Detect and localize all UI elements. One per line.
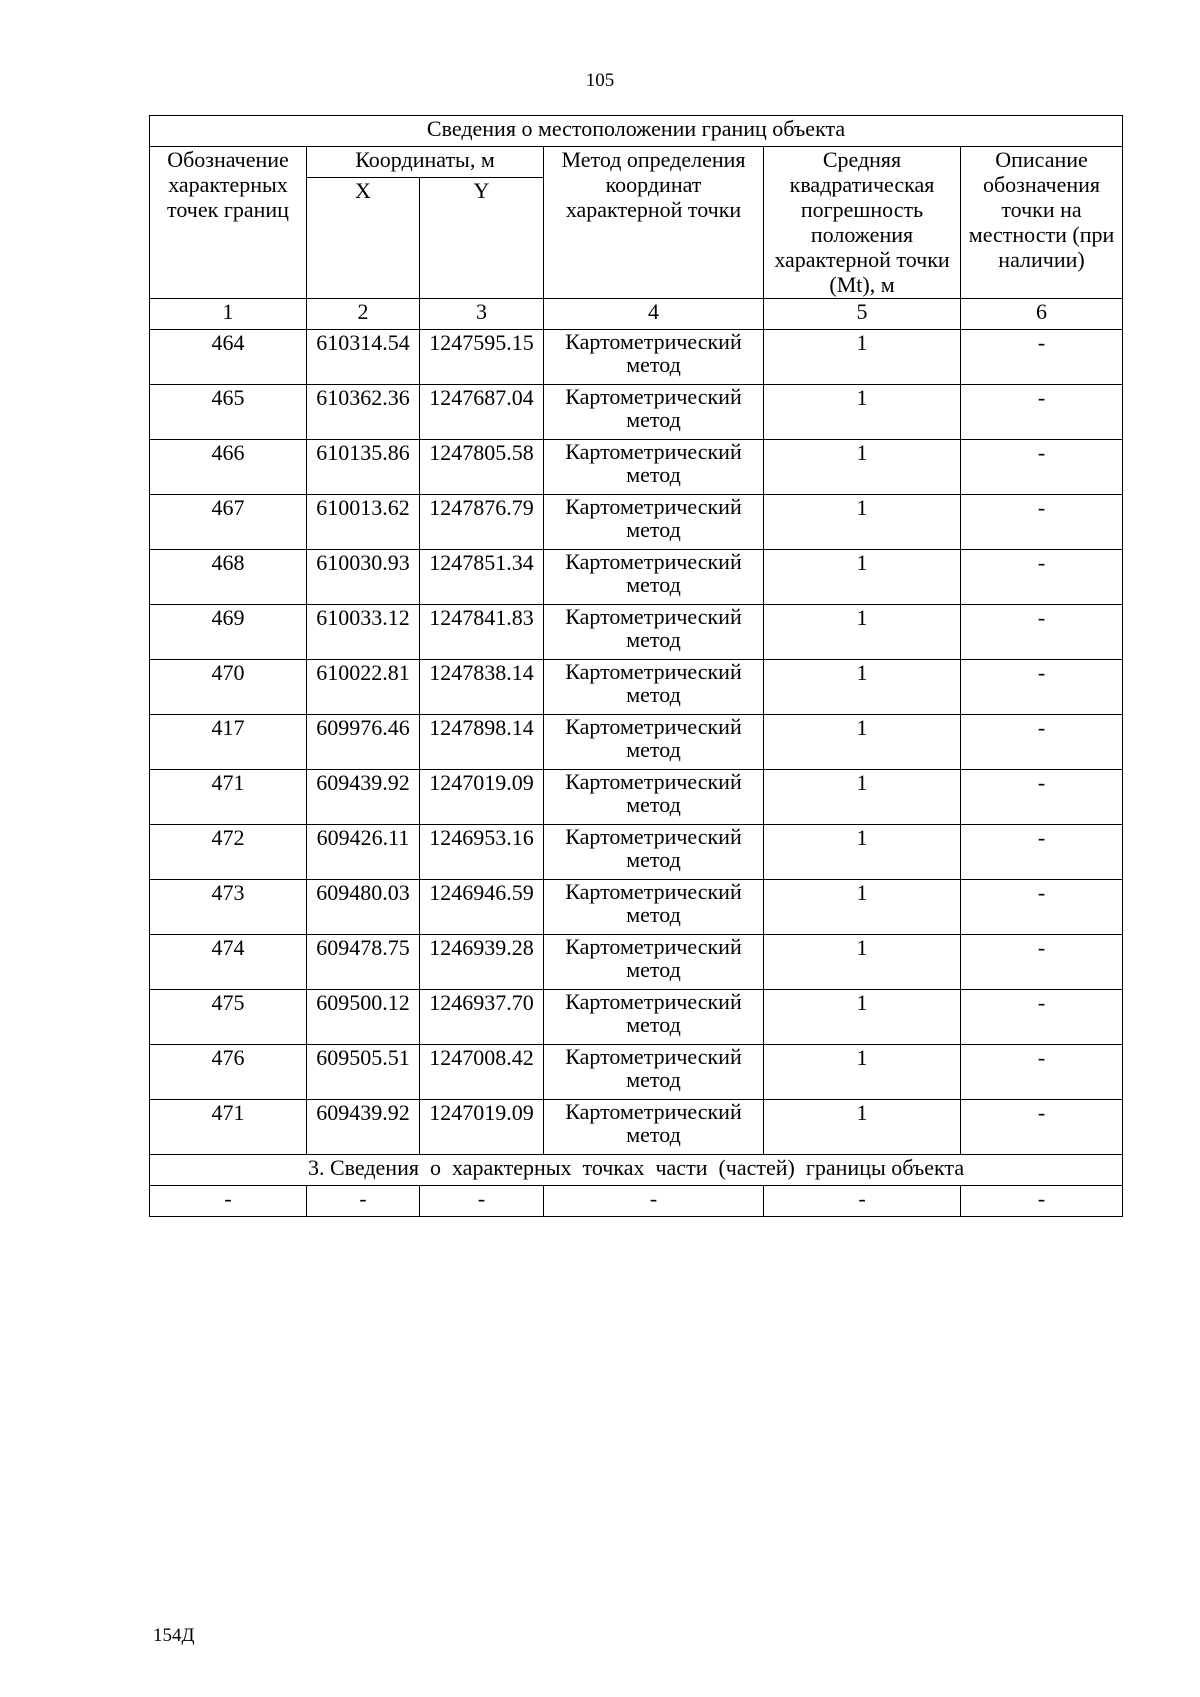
mean-error: 1 <box>764 1100 961 1155</box>
coordinate-x: 609439.92 <box>307 1100 420 1155</box>
coordinate-x: 609426.11 <box>307 825 420 880</box>
method-line-1: Картометрический <box>565 824 742 849</box>
coordinate-y: 1247838.14 <box>420 660 544 715</box>
point-number: 471 <box>150 770 307 825</box>
method-line-2: метод <box>626 627 681 652</box>
method-cell <box>544 935 764 990</box>
header-x: X <box>307 178 420 299</box>
mean-error: 1 <box>764 880 961 935</box>
method-line-1: Картометрический <box>565 879 742 904</box>
method-line-1: Картометрический <box>565 439 742 464</box>
point-number: 475 <box>150 990 307 1045</box>
table-row <box>150 935 1123 990</box>
point-number: 417 <box>150 715 307 770</box>
mean-error: 1 <box>764 1045 961 1100</box>
table-row <box>150 605 1123 660</box>
coordinate-x: 609478.75 <box>307 935 420 990</box>
table-row <box>150 1045 1123 1100</box>
point-number: 469 <box>150 605 307 660</box>
coordinate-y: 1246939.28 <box>420 935 544 990</box>
method-cell <box>544 715 764 770</box>
column-numbers-row <box>150 299 1123 330</box>
method-line-2: метод <box>626 352 681 377</box>
mean-error: 1 <box>764 935 961 990</box>
method-line-1: Картометрический <box>565 329 742 354</box>
mean-error: 1 <box>764 385 961 440</box>
point-description: - <box>961 715 1123 770</box>
header-description: Описание обозначения точки на местности (при наличии) <box>961 147 1123 299</box>
method-line-2: метод <box>626 957 681 982</box>
method-line-2: метод <box>626 902 681 927</box>
point-description: - <box>961 1045 1123 1100</box>
point-number: 472 <box>150 825 307 880</box>
point-description: - <box>961 495 1123 550</box>
mean-error: 1 <box>764 715 961 770</box>
coordinate-y: 1247019.09 <box>420 1100 544 1155</box>
coordinate-x: 610135.86 <box>307 440 420 495</box>
method-cell <box>544 550 764 605</box>
point-number: 476 <box>150 1045 307 1100</box>
table-row <box>150 715 1123 770</box>
empty-cell: - <box>420 1186 544 1217</box>
coordinate-y: 1247008.42 <box>420 1045 544 1100</box>
coordinate-y: 1246953.16 <box>420 825 544 880</box>
point-description: - <box>961 550 1123 605</box>
method-cell <box>544 990 764 1045</box>
point-description: - <box>961 935 1123 990</box>
coordinate-x: 610030.93 <box>307 550 420 605</box>
coordinate-y: 1246946.59 <box>420 880 544 935</box>
coordinate-y: 1247019.09 <box>420 770 544 825</box>
empty-cell: - <box>961 1186 1123 1217</box>
header-y: Y <box>420 178 544 299</box>
method-line-2: метод <box>626 682 681 707</box>
method-cell <box>544 770 764 825</box>
method-line-2: метод <box>626 517 681 542</box>
method-line-1: Картометрический <box>565 769 742 794</box>
coordinate-x: 610033.12 <box>307 605 420 660</box>
coordinate-y: 1247841.83 <box>420 605 544 660</box>
method-cell <box>544 825 764 880</box>
method-line-1: Картометрический <box>565 549 742 574</box>
part-empty-row <box>150 1186 1123 1217</box>
table-row <box>150 1100 1123 1155</box>
point-description: - <box>961 825 1123 880</box>
table-row <box>150 385 1123 440</box>
method-line-2: метод <box>626 1012 681 1037</box>
mean-error: 1 <box>764 605 961 660</box>
column-number: 4 <box>544 299 764 330</box>
coordinate-y: 1247595.15 <box>420 330 544 385</box>
coordinate-x: 610314.54 <box>307 330 420 385</box>
method-line-1: Картометрический <box>565 604 742 629</box>
point-number: 468 <box>150 550 307 605</box>
point-description: - <box>961 880 1123 935</box>
method-cell <box>544 495 764 550</box>
coordinate-y: 1246937.70 <box>420 990 544 1045</box>
point-number: 474 <box>150 935 307 990</box>
method-cell <box>544 1045 764 1100</box>
mean-error: 1 <box>764 495 961 550</box>
method-line-2: метод <box>626 1122 681 1147</box>
mean-error: 1 <box>764 550 961 605</box>
point-number: 471 <box>150 1100 307 1155</box>
point-description: - <box>961 1100 1123 1155</box>
section-title: Сведения о местоположении границ объекта <box>150 116 1123 147</box>
column-number: 6 <box>961 299 1123 330</box>
point-number: 473 <box>150 880 307 935</box>
coordinate-x: 610362.36 <box>307 385 420 440</box>
coordinate-x: 610013.62 <box>307 495 420 550</box>
coordinate-x: 609439.92 <box>307 770 420 825</box>
mean-error: 1 <box>764 330 961 385</box>
point-number: 467 <box>150 495 307 550</box>
method-cell <box>544 440 764 495</box>
point-description: - <box>961 330 1123 385</box>
coordinate-y: 1247805.58 <box>420 440 544 495</box>
part-section-title: 3. Сведения о характерных точках части (частей) границы объекта <box>150 1155 1123 1186</box>
point-number: 466 <box>150 440 307 495</box>
coordinate-x: 609976.46 <box>307 715 420 770</box>
method-line-2: метод <box>626 572 681 597</box>
table-row <box>150 550 1123 605</box>
coordinate-y: 1247687.04 <box>420 385 544 440</box>
method-line-1: Картометрический <box>565 1044 742 1069</box>
method-line-2: метод <box>626 792 681 817</box>
method-line-1: Картометрический <box>565 659 742 684</box>
method-line-2: метод <box>626 462 681 487</box>
point-description: - <box>961 990 1123 1045</box>
method-cell <box>544 1100 764 1155</box>
header-mean-error: Средняя квадратическая погрешность положения характерной точки (Mt), м <box>764 147 961 299</box>
page-number: 105 <box>585 70 615 91</box>
column-number: 2 <box>307 299 420 330</box>
point-description: - <box>961 770 1123 825</box>
empty-cell: - <box>544 1186 764 1217</box>
point-number: 465 <box>150 385 307 440</box>
table-row <box>150 440 1123 495</box>
mean-error: 1 <box>764 990 961 1045</box>
method-line-2: метод <box>626 847 681 872</box>
empty-cell: - <box>764 1186 961 1217</box>
empty-cell: - <box>307 1186 420 1217</box>
method-line-1: Картометрический <box>565 1099 742 1124</box>
coordinate-y: 1247898.14 <box>420 715 544 770</box>
method-cell <box>544 880 764 935</box>
coordinate-y: 1247851.34 <box>420 550 544 605</box>
footer-code: 154Д <box>153 1625 195 1646</box>
column-number: 5 <box>764 299 961 330</box>
method-cell <box>544 660 764 715</box>
mean-error: 1 <box>764 825 961 880</box>
coordinate-x: 609500.12 <box>307 990 420 1045</box>
point-number: 470 <box>150 660 307 715</box>
method-cell <box>544 605 764 660</box>
point-number: 464 <box>150 330 307 385</box>
coordinate-x: 609480.03 <box>307 880 420 935</box>
method-line-1: Картометрический <box>565 989 742 1014</box>
table-row <box>150 330 1123 385</box>
mean-error: 1 <box>764 660 961 715</box>
table-row <box>150 825 1123 880</box>
table-row <box>150 990 1123 1045</box>
table-row <box>150 770 1123 825</box>
method-line-1: Картометрический <box>565 934 742 959</box>
table-row <box>150 880 1123 935</box>
point-description: - <box>961 605 1123 660</box>
point-description: - <box>961 385 1123 440</box>
table-row <box>150 660 1123 715</box>
header-point-designation: Обозначение характерных точек границ <box>150 147 307 299</box>
method-line-2: метод <box>626 737 681 762</box>
column-number: 3 <box>420 299 544 330</box>
mean-error: 1 <box>764 440 961 495</box>
coordinate-y: 1247876.79 <box>420 495 544 550</box>
method-line-2: метод <box>626 407 681 432</box>
method-line-1: Картометрический <box>565 384 742 409</box>
method-line-1: Картометрический <box>565 714 742 739</box>
method-cell <box>544 330 764 385</box>
table-row <box>150 495 1123 550</box>
point-description: - <box>961 660 1123 715</box>
point-description: - <box>961 440 1123 495</box>
method-line-1: Картометрический <box>565 494 742 519</box>
empty-cell: - <box>150 1186 307 1217</box>
method-line-2: метод <box>626 1067 681 1092</box>
column-number: 1 <box>150 299 307 330</box>
coordinate-x: 610022.81 <box>307 660 420 715</box>
coordinate-x: 609505.51 <box>307 1045 420 1100</box>
mean-error: 1 <box>764 770 961 825</box>
header-coordinates: Координаты, м <box>307 147 544 178</box>
boundary-coordinates-table <box>149 115 1123 1217</box>
method-cell <box>544 385 764 440</box>
header-method: Метод определения координат характерной точки <box>544 147 764 299</box>
